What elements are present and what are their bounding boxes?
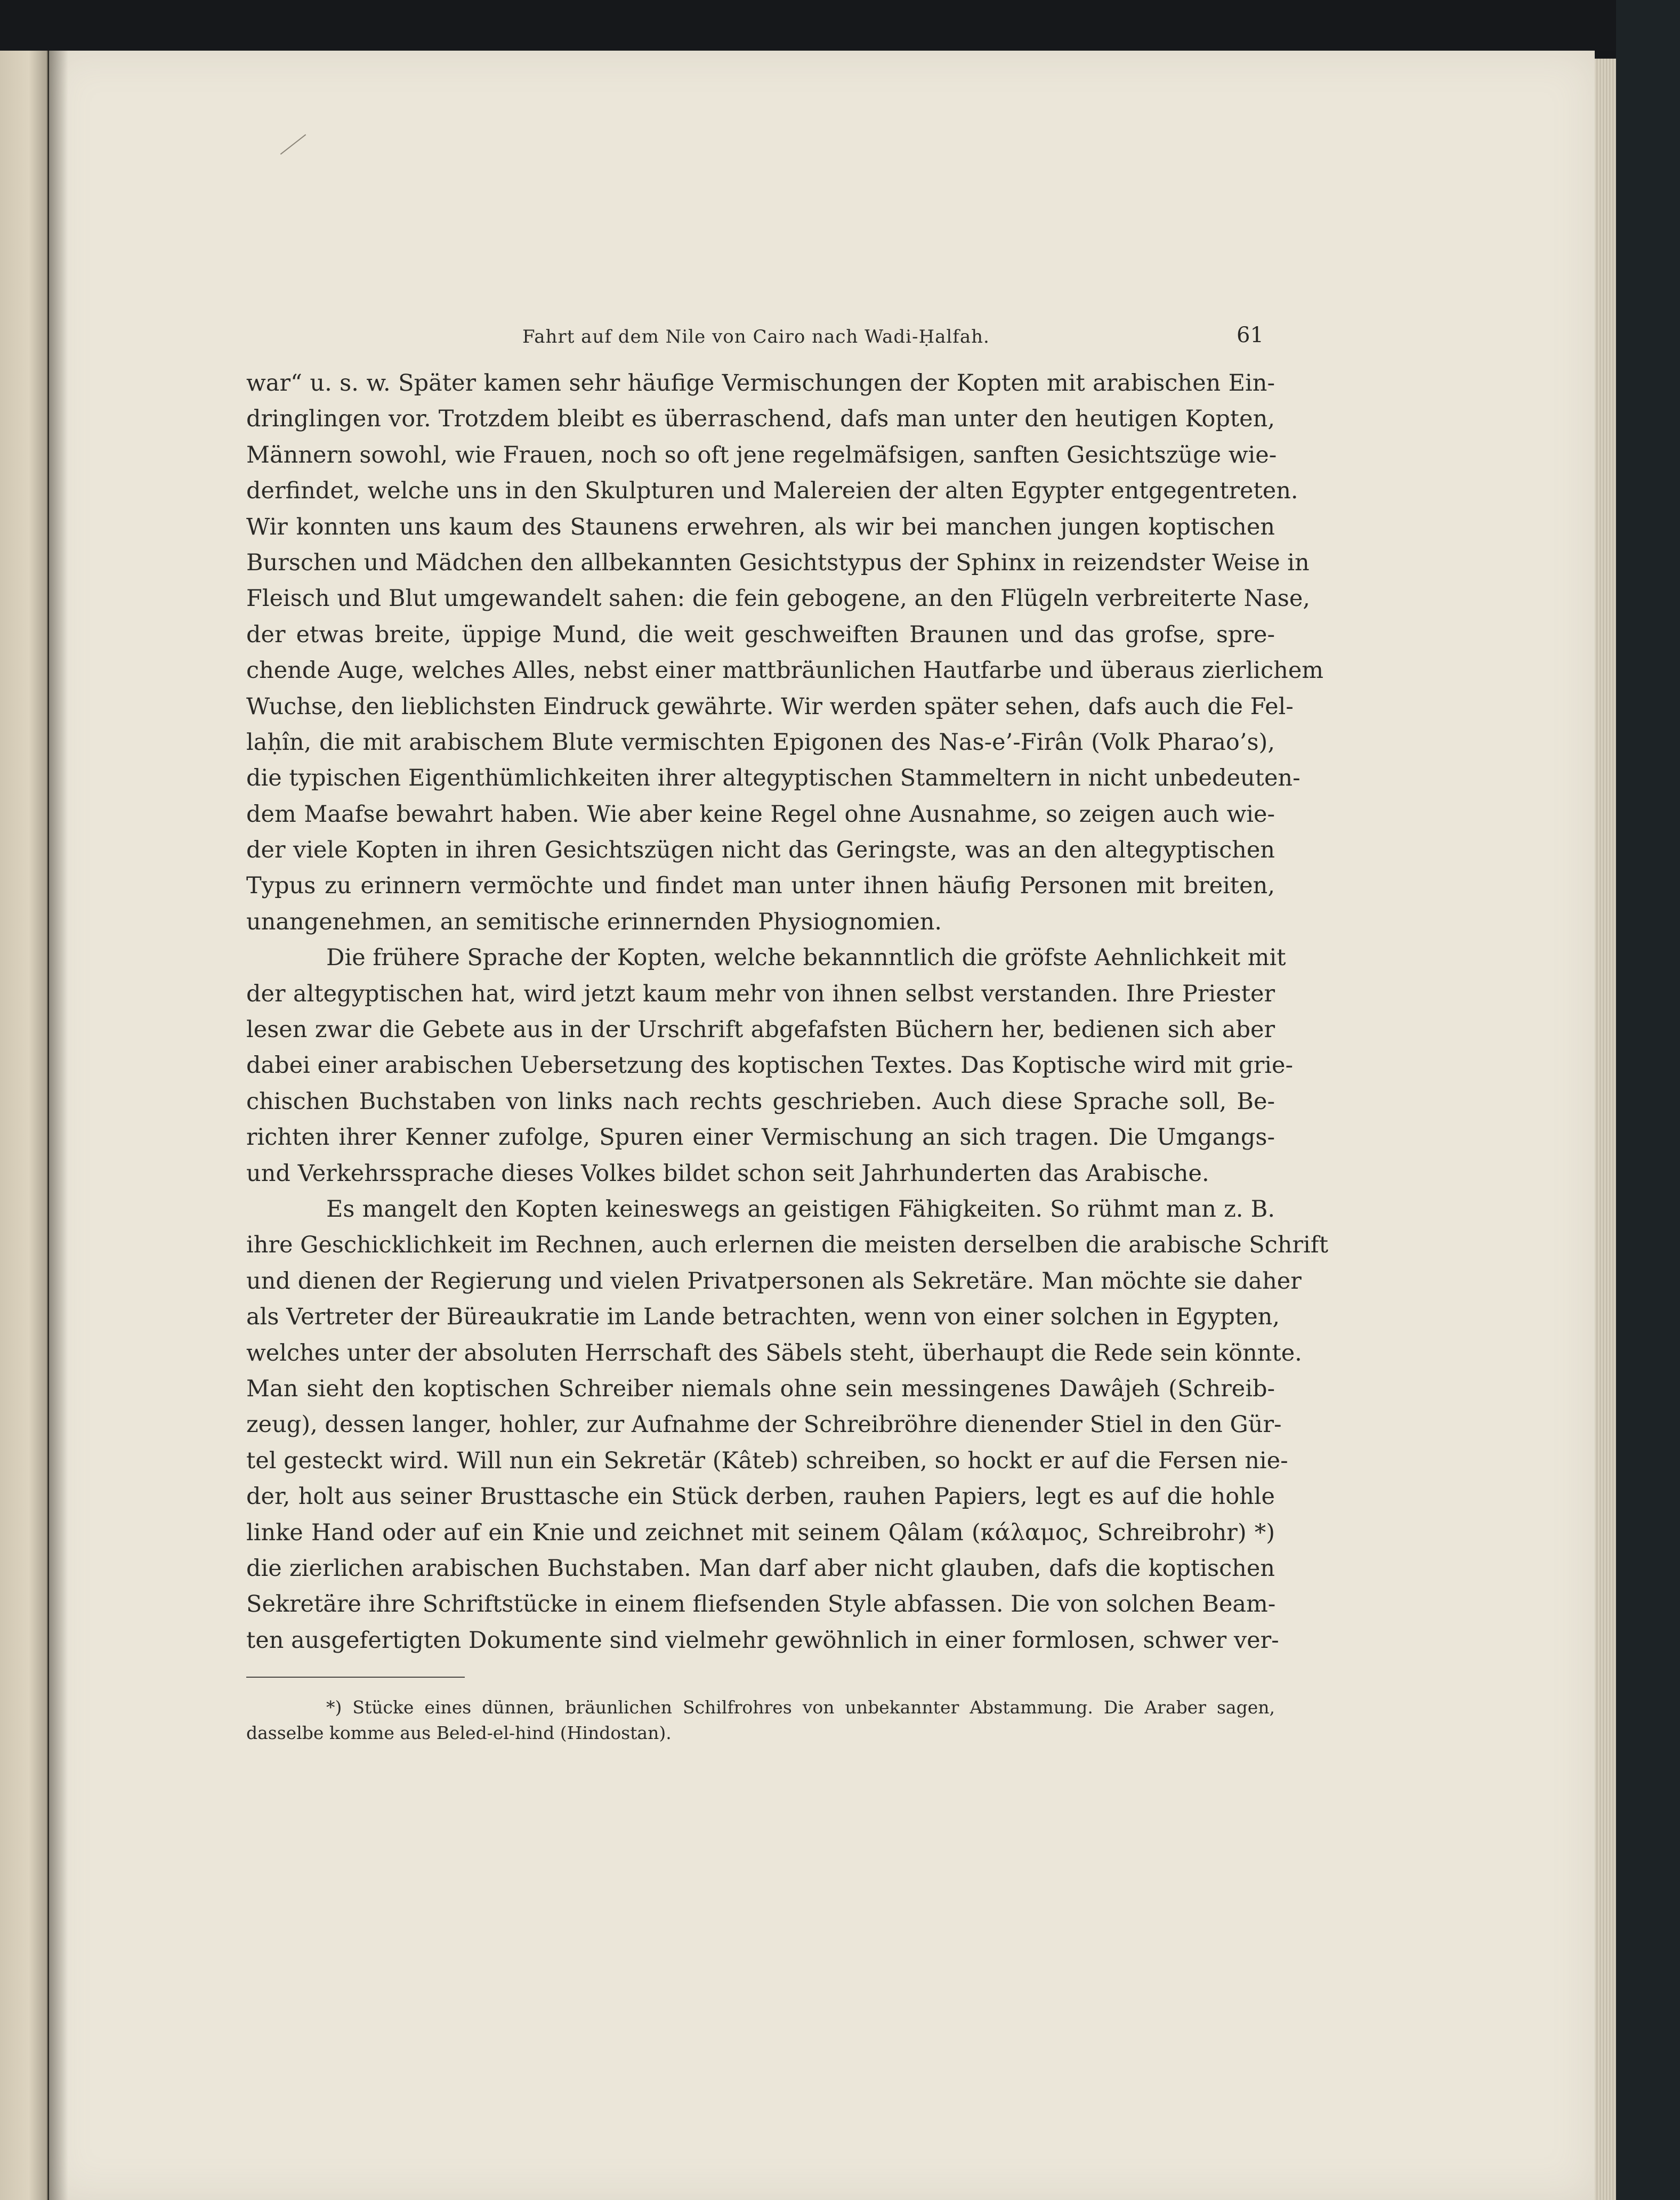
previous-page-edge xyxy=(0,51,48,2200)
footnote-line: *) Stücke eines dünnen, bräunlichen Schilfrohres von unbekannter Abstammung. Die Araber sagen, xyxy=(326,1697,1275,1718)
text-line: richten ihrer Kenner zufolge, Spuren einer Vermischung an sich tragen. Die Umgangs- xyxy=(246,1124,1275,1151)
text-line: linke Hand oder auf ein Knie und zeichnet mit seinem Qâlam (κάλαμος, Schreibrohr) *) xyxy=(246,1519,1275,1546)
text-line: derfindet, welche uns in den Skulpturen und Malereien der alten Egypter entgegentreten. xyxy=(246,478,1298,505)
text-line: Fleisch und Blut umgewandelt sahen: die fein gebogene, an den Flügeln verbreiterte Nase, xyxy=(246,585,1310,612)
text-line: laḥîn, die mit arabischem Blute vermischten Epigonen des Nas-e’-Firân (Volk Pharao’s), xyxy=(246,729,1275,756)
text-line: Die frühere Sprache der Kopten, welche bekannntlich die gröfste Aehnlichkeit mit xyxy=(326,944,1286,972)
text-line: chischen Buchstaben von links nach rechts geschrieben. Auch diese Sprache soll, Be- xyxy=(246,1088,1275,1115)
text-line: Männern sowohl, wie Frauen, noch so oft jene regelmäfsigen, sanften Gesichtszüge wie- xyxy=(246,441,1277,468)
text-line: dringlingen vor. Trotzdem bleibt es überraschend, dafs man unter den heutigen Kopten, xyxy=(246,406,1275,433)
text-line: Es mangelt den Kopten keineswegs an geistigen Fähigkeiten. So rühmt man z. B. xyxy=(326,1195,1275,1223)
text-line: chende Auge, welches Alles, nebst einer mattbräunlichen Hautfarbe und überaus zierlichem xyxy=(246,657,1324,684)
text-line: als Vertreter der Büreaukratie im Lande betrachten, wenn von einer solchen in Egypten, xyxy=(246,1304,1280,1331)
footnote xyxy=(246,1695,1275,1746)
text-line: lesen zwar die Gebete aus in der Urschrift abgefafsten Büchern her, bedienen sich aber xyxy=(246,1016,1275,1044)
text-line: die zierlichen arabischen Buchstaben. Man darf aber nicht glauben, dafs die koptischen xyxy=(246,1555,1275,1582)
text-line: Man sieht den koptischen Schreiber niemals ohne sein messingenes Dawâjeh (Schreib- xyxy=(246,1375,1275,1402)
text-line: Wuchse, den lieblichsten Eindruck gewährte. Wir werden später sehen, dafs auch die Fel- xyxy=(246,693,1294,720)
text-line: ihre Geschicklichkeit im Rechnen, auch erlernen die meisten derselben die arabische Schrift xyxy=(246,1232,1328,1259)
text-line: Wir konnten uns kaum des Staunens erwehren, als wir bei manchen jungen koptischen xyxy=(246,513,1275,540)
footnote-line: dasselbe komme aus Beled-el-hind (Hindostan). xyxy=(246,1722,672,1743)
text-line: der altegyptischen hat, wird jetzt kaum mehr von ihnen selbst verstanden. Ihre Priester xyxy=(246,980,1275,1007)
text-line: Typus zu erinnern vermöchte und findet man unter ihnen häufig Personen mit breiten, xyxy=(246,872,1275,900)
text-line: der etwas breite, üppige Mund, die weit geschweiften Braunen und das grofse, spre- xyxy=(246,621,1275,648)
text-line: Burschen und Mädchen den allbekannten Gesichtstypus der Sphinx in reizendster Weise in xyxy=(246,549,1310,576)
text-line: war“ u. s. w. Später kamen sehr häufige Vermischungen der Kopten mit arabischen Ein- xyxy=(246,370,1275,397)
text-line: dabei einer arabischen Uebersetzung des koptischen Textes. Das Koptische wird mit grie- xyxy=(246,1052,1293,1079)
running-head: Fahrt auf dem Nile von Cairo nach Wadi-Ḥalfah. xyxy=(522,326,990,347)
text-line: zeug), dessen langer, hohler, zur Aufnahme der Schreibröhre dienender Stiel in den Gür- xyxy=(246,1411,1282,1438)
page-number: 61 xyxy=(1237,323,1264,347)
text-line: der viele Kopten in ihren Gesichtszügen nicht das Geringste, was an den altegyptischen xyxy=(246,837,1275,864)
scan-background-top xyxy=(0,0,1680,51)
text-line: Sekretäre ihre Schriftstücke in einem fliefsenden Style abfassen. Die von solchen Beam- xyxy=(246,1591,1276,1618)
text-line: dem Maafse bewahrt haben. Wie aber keine Regel ohne Ausnahme, so zeigen auch wie- xyxy=(246,800,1275,828)
gutter-shadow xyxy=(47,51,68,2200)
body-text xyxy=(246,366,1328,1659)
text-line: und Verkehrssprache dieses Volkes bildet schon seit Jahrhunderten das Arabische. xyxy=(246,1160,1209,1187)
text-line: welches unter der absoluten Herrschaft des Säbels steht, überhaupt die Rede sein könnte. xyxy=(246,1339,1302,1366)
text-line: tel gesteckt wird. Will nun ein Sekretär (Kâteb) schreiben, so hockt er auf die Fersen nie- xyxy=(246,1447,1288,1474)
text-line: und dienen der Regierung und vielen Privatpersonen als Sekretäre. Man möchte sie daher xyxy=(246,1267,1302,1295)
page-stack-edges xyxy=(1595,59,1616,2200)
text-line: ten ausgefertigten Dokumente sind vielmehr gewöhnlich in einer formlosen, schwer ver- xyxy=(246,1627,1279,1654)
text-line: unangenehmen, an semitische erinnernden Physiognomien. xyxy=(246,908,942,935)
text-line: der, holt aus seiner Brusttasche ein Stück derben, rauhen Papiers, legt es auf die hohle xyxy=(246,1483,1275,1510)
book-cover-edge xyxy=(1616,0,1680,2200)
text-line: die typischen Eigenthümlichkeiten ihrer altegyptischen Stammeltern in nicht unbedeuten- xyxy=(246,765,1301,792)
footnote-rule xyxy=(246,1677,465,1678)
